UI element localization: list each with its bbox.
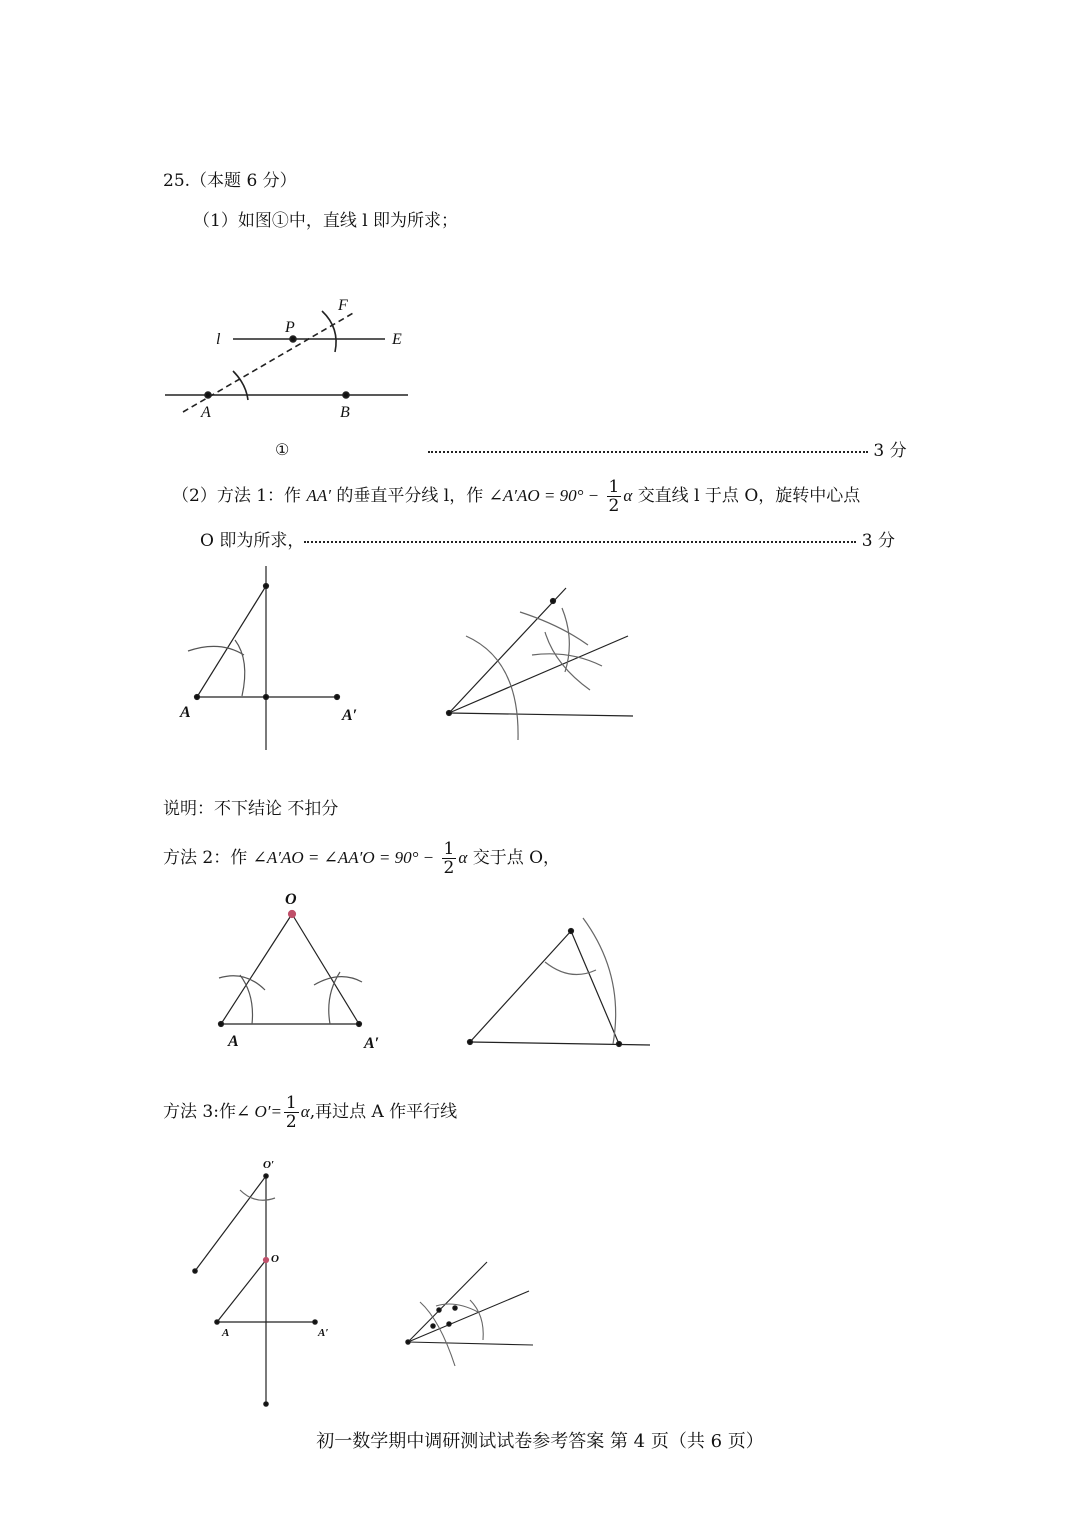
- label-a-prime: A′: [342, 707, 358, 724]
- angle-expression: ∠A′AO = ∠AA′O = 90° −: [252, 848, 435, 867]
- label-a: A: [180, 704, 191, 721]
- label-b: B: [340, 404, 350, 421]
- figure-3-right: [468, 918, 651, 1047]
- figure-2-right: [447, 588, 634, 740]
- label-e: E: [392, 331, 402, 348]
- point-p: [290, 336, 296, 342]
- figure-4-left: [193, 1159, 329, 1406]
- fraction-half: $\frac{1}{2}$: [443, 839, 455, 878]
- segment-aa: AA′: [306, 486, 331, 505]
- arc-p: [322, 311, 336, 352]
- label-o: O: [271, 1253, 279, 1265]
- fraction-half: $\frac{1}{2}$: [608, 477, 620, 516]
- note-text: 说明：不下结论 不扣分: [163, 799, 339, 819]
- figure-1: [165, 297, 408, 459]
- figure-2-left: [179, 566, 357, 750]
- method2-line: 方法 2：作 ∠A′AO = ∠AA′O = 90° − $\frac{1}{2}$ α 交于点 O，: [163, 839, 561, 878]
- figure-3-left: [219, 891, 380, 1052]
- figure-4-right: [406, 1262, 533, 1366]
- point-a: [205, 392, 211, 398]
- part1-text: （1）如图①中，直线 l 即为所求；: [193, 211, 459, 231]
- label-o: O: [285, 891, 297, 908]
- label-a-prime: A′: [364, 1035, 380, 1052]
- label-o-prime: O′: [263, 1159, 275, 1171]
- part1-score: 3 分: [873, 441, 907, 461]
- label-p: P: [285, 319, 295, 336]
- label-a: A: [201, 404, 211, 421]
- angle-expression: ∠ O′=: [235, 1102, 282, 1121]
- point-b: [343, 392, 349, 398]
- method1-line2: O 即为所求， 3 分: [200, 531, 895, 551]
- label-a: A: [228, 1033, 239, 1050]
- fraction-half: $\frac{1}{2}$: [285, 1093, 297, 1132]
- label-a-prime: A′: [318, 1327, 329, 1339]
- angle-expression: ∠A′AO = 90° −: [488, 486, 600, 505]
- label-a: A: [222, 1327, 230, 1339]
- method3-line: 方法 3:作∠ O′= $\frac{1}{2}$ α,再过点 A 作平行线: [163, 1093, 458, 1132]
- method1-line: （2）方法 1：作 AA′ 的垂直平分线 l，作 ∠A′AO = 90° − $\frac{1}{2}$ α 交直线 l 于点 O，旋转中心点: [172, 477, 861, 516]
- label-f: F: [338, 297, 348, 314]
- figure-caption: ①: [275, 442, 290, 459]
- question-header: 25.（本题 6 分）: [163, 171, 297, 191]
- label-l: l: [216, 331, 221, 348]
- part2-score: 3 分: [861, 531, 895, 551]
- page-footer: 初一数学期中调研测试试卷参考答案 第 4 页（共 6 页）: [316, 1431, 764, 1452]
